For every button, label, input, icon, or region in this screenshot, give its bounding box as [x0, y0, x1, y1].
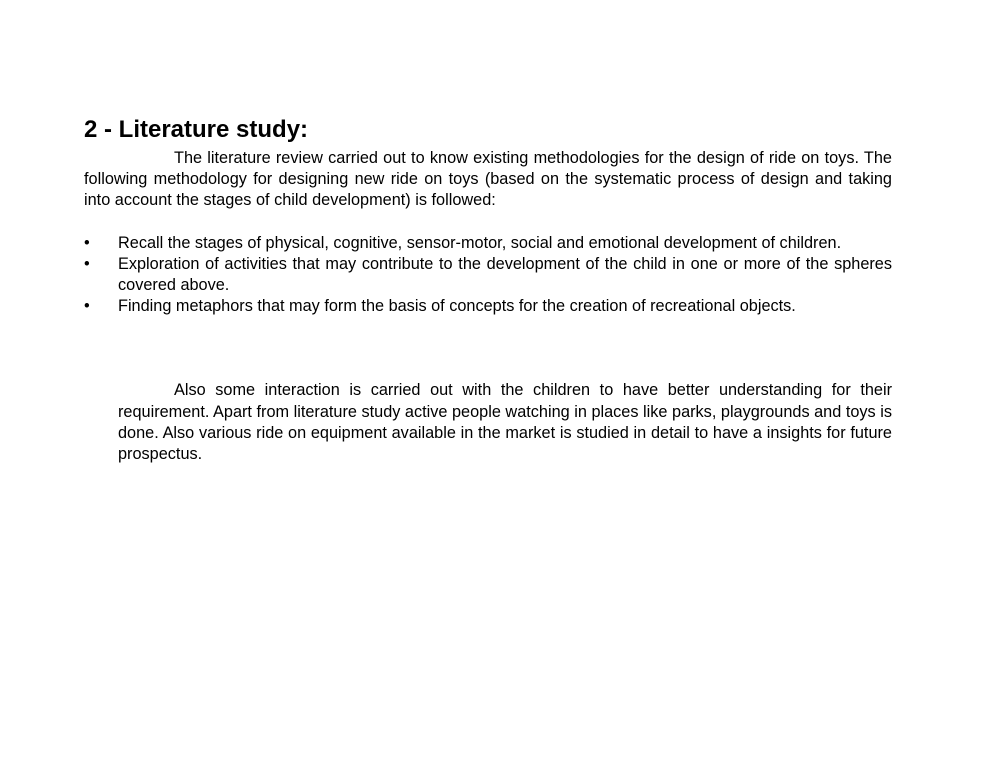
bullet-icon: • — [84, 254, 90, 273]
list-item — [84, 233, 892, 254]
list-item-text: Recall the stages of physical, cognitive, sensor-motor, social and emotional development of children. — [118, 233, 842, 252]
list-item-text: Finding metaphors that may form the basis of concepts for the creation of recreational objects. — [118, 297, 796, 316]
closing-paragraph: Also some interaction is carried out with the children to have better understanding for their requirement. Apart from literature study active people watching in places like parks, playgrounds and toys is done. Also various ride on equipment available in the market is studied in detail to have a insights for future prospectus. — [118, 381, 892, 464]
bullet-icon: • — [84, 297, 90, 316]
list-item-text: Exploration of activities that may contribute to the development of the child in one or more of the spheres covered above. — [118, 254, 892, 295]
document-page — [84, 112, 892, 465]
intro-paragraph: The literature review carried out to know existing methodologies for the design of ride on toys. The following methodology for designing new ride on toys (based on the systematic process of design and taking into account the stages of child development) is followed: — [84, 149, 892, 210]
list-item — [84, 254, 892, 296]
methodology-list — [84, 233, 892, 318]
section-heading: 2 - Literature study: — [84, 116, 309, 143]
bullet-icon: • — [84, 233, 90, 252]
list-item — [84, 296, 892, 317]
